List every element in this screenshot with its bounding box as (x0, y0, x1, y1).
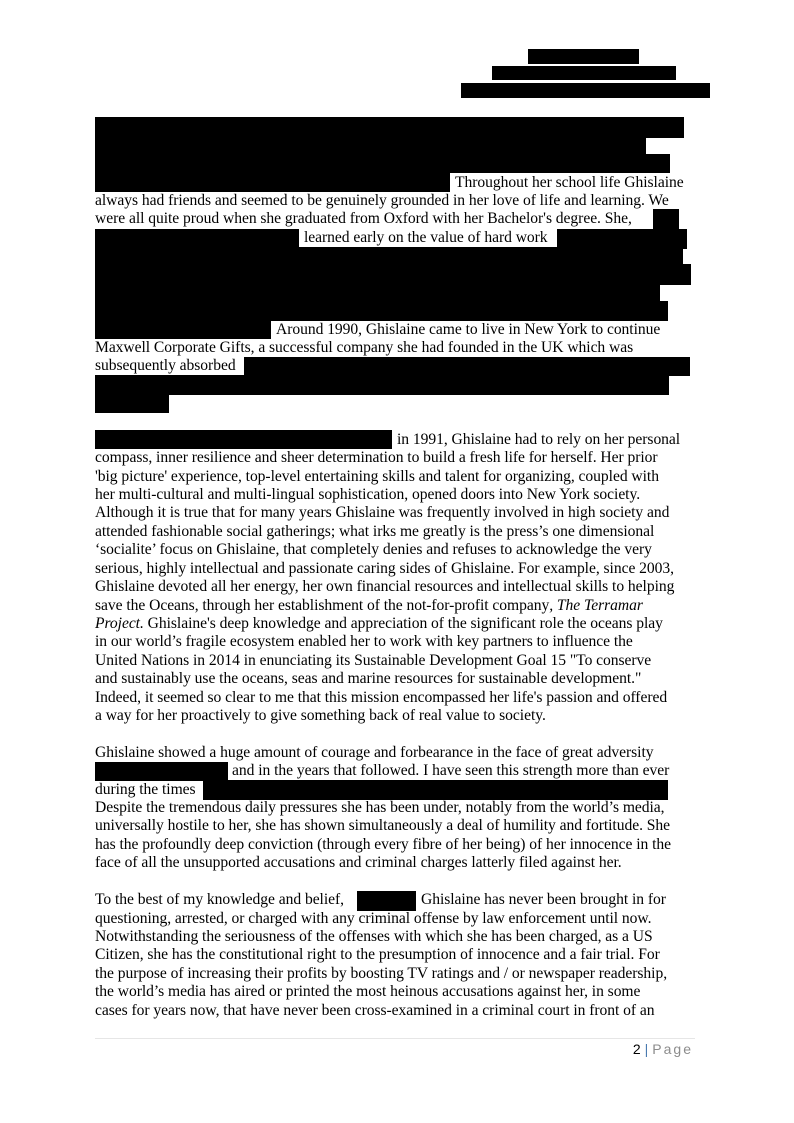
text-line: attended fashionable social gatherings; what irks me greatly is the press’s one dimensional (95, 523, 655, 540)
redaction-header-1 (528, 49, 639, 64)
redaction-block (357, 891, 416, 911)
text-line: 'big picture' experience, top-level entertaining skills and talent for organizing, coupled with (95, 468, 659, 485)
text-line: during the times (95, 781, 196, 798)
text-line: Ghislaine devoted all her energy, her own financial resources and intellectual skills to helping (95, 578, 675, 595)
redaction-block (95, 301, 668, 321)
redaction-block (95, 430, 392, 449)
redaction-block (95, 137, 646, 155)
page-number: 2 (632, 1041, 641, 1057)
text-line: universally hostile to her, she has shown simultaneously a deal of humility and fortitude. She (95, 817, 671, 834)
text-line: ‘socialite’ focus on Ghislaine, that completely denies and refuses to acknowledge the very (95, 541, 652, 558)
redaction-block (95, 375, 669, 395)
text-run: Ghislaine's deep knowledge and appreciation of the significant role the oceans play (143, 615, 663, 632)
text-line: and sustainably use the oceans, seas and marine resources for sustainable development." (95, 670, 642, 687)
redaction-block (95, 172, 450, 192)
redaction-block (244, 357, 690, 376)
text-line: United Nations in 2014 in enunciating its Sustainable Development Goal 15 "To conserve (95, 652, 652, 669)
text-line: Ghislaine has never been brought in for (421, 891, 666, 908)
text-line: Citizen, she has the constitutional right to the presumption of innocence and a fair trial. For (95, 946, 660, 963)
redaction-block (95, 264, 691, 285)
text-line: Notwithstanding the seriousness of the offenses with which she has been charged, as a US (95, 928, 653, 945)
text-line: Maxwell Corporate Gifts, a successful company she had founded in the UK which was (95, 339, 634, 356)
text-run: save the Oceans, through her establishment of the not-for-profit company (95, 597, 550, 614)
page-label: Page (652, 1041, 693, 1057)
text-line: in our world’s fragile ecosystem enabled her to work with key partners to influence the (95, 633, 633, 650)
text-line: serious, highly intellectual and passionate caring sides of Ghislaine. For example, since 2003, (95, 560, 675, 577)
text-line: has the profoundly deep conviction (through every fibre of her being) of her innocence in the (95, 836, 672, 853)
text-line: always had friends and seemed to be genuinely grounded in her love of life and learning. We (95, 192, 669, 209)
footer-divider (95, 1038, 695, 1039)
text-line: Indeed, it seemed so clear to me that this mission encompassed her life's passion and offered (95, 689, 668, 706)
text-line: compass, inner resilience and sheer determination to build a fresh life for herself. Her prior (95, 449, 658, 466)
text-line: face of all the unsupported accusations and criminal charges latterly filed against her. (95, 854, 622, 871)
text-line: Although it is true that for many years Ghislaine was frequently involved in high society and (95, 504, 670, 521)
footer-separator: | (644, 1041, 649, 1057)
text-line: the world’s media has aired or printed the most heinous accusations against her, in some (95, 983, 641, 1000)
redaction-block (95, 320, 271, 339)
text-line: Throughout her school life Ghislaine (455, 174, 684, 191)
text-line: Ghislaine showed a huge amount of courage and forbearance in the face of great adversity (95, 744, 654, 761)
redaction-block (95, 117, 684, 138)
text-line: in 1991, Ghislaine had to rely on her personal (397, 431, 681, 448)
text-line (95, 597, 643, 615)
text-line: Despite the tremendous daily pressures she has been under, notably from the world’s media, (95, 799, 665, 816)
text-line: subsequently absorbed (95, 357, 236, 374)
text-line: cases for years now, that have never been cross-examined in a criminal court in front of an (95, 1002, 655, 1019)
redaction-block (557, 229, 687, 249)
text-line: Around 1990, Ghislaine came to live in New York to continue (276, 321, 661, 338)
redaction-block (95, 393, 169, 413)
redaction-block (95, 229, 299, 249)
page-footer (633, 1040, 693, 1058)
company-name-italic: , The Terramar (549, 597, 643, 614)
text-line: To the best of my knowledge and belief, (95, 891, 344, 908)
redaction-block (203, 780, 668, 800)
text-line: a way for her proactively to give something back of real value to society. (95, 707, 546, 724)
text-line (95, 615, 663, 633)
redaction-block (95, 762, 228, 781)
redaction-block (653, 209, 679, 229)
redaction-header-3 (461, 83, 710, 98)
redaction-header-2 (492, 66, 676, 80)
text-line: her multi-cultural and multi-lingual sophistication, opened doors into New York society. (95, 486, 641, 503)
company-name-italic: Project. (95, 615, 144, 632)
redaction-block (95, 154, 670, 173)
text-line: were all quite proud when she graduated from Oxford with her Bachelor's degree. She, (95, 210, 632, 227)
text-line: learned early on the value of hard work (304, 229, 548, 246)
text-line: the purpose of increasing their profits by boosting TV ratings and / or newspaper readership, (95, 965, 668, 982)
text-line: and in the years that followed. I have seen this strength more than ever (232, 762, 670, 779)
text-line: questioning, arrested, or charged with any criminal offense by law enforcement until now. (95, 910, 652, 927)
